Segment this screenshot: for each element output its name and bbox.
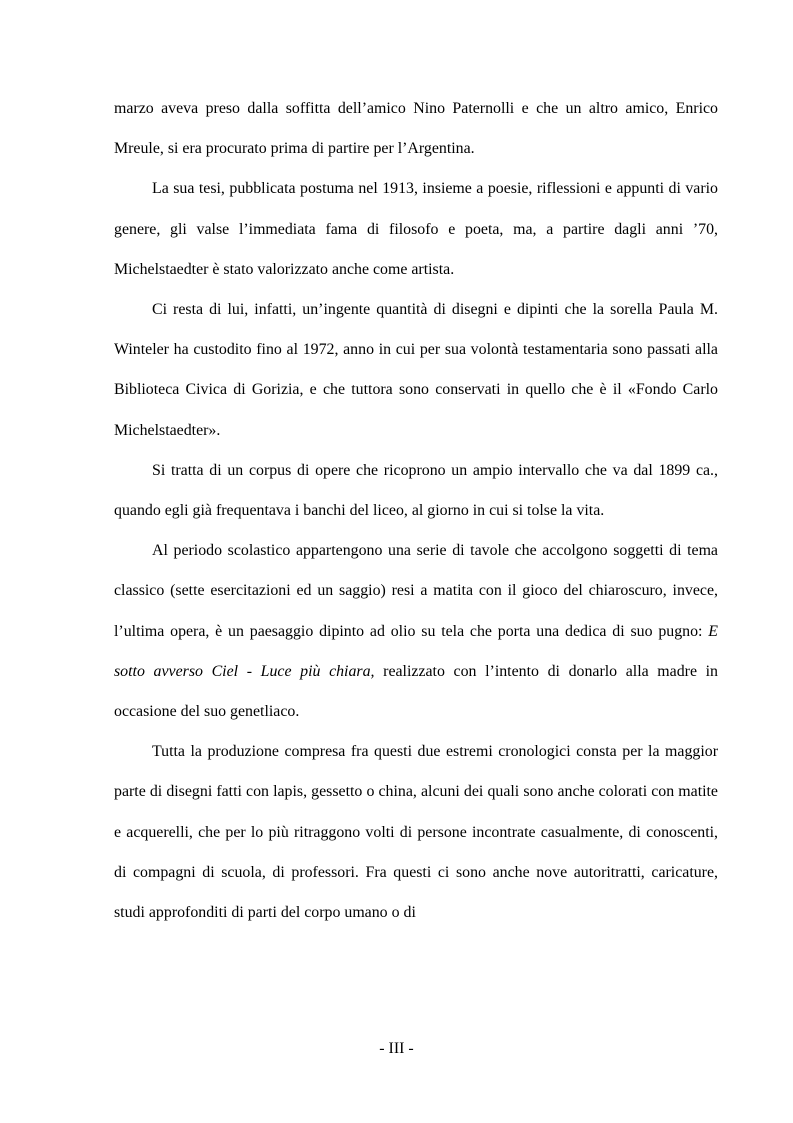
paragraph-6: Tutta la produzione compresa fra questi due estremi cronologici consta per la maggior parte di disegni fatti con lapis, gessetto o china, alcuni dei quali sono anche colorati con matite e acquerelli, che per lo più ritraggono volti di persone incontrate casualmente, di conoscenti, di compagni di scuola, di professori. Fra questi ci sono anche nove autoritratti, caricature, studi approfonditi di parti del corpo umano o di <box>114 743 718 922</box>
body-text <box>114 89 718 933</box>
paragraph-4: Si tratta di un corpus di opere che ricoprono un ampio intervallo che va dal 1899 ca., quando egli già frequentava i banchi del liceo, al giorno in cui si tolse la vita. <box>114 461 718 520</box>
paragraph-2: La sua tesi, pubblicata postuma nel 1913, insieme a poesie, riflessioni e appunti di vario genere, gli valse l’immediata fama di filosofo e poeta, ma, a partire dagli anni ’70, Michelstaedter è stato valorizzato anche come artista. <box>114 180 718 278</box>
paragraph-3: Ci resta di lui, infatti, un’ingente quantità di disegni e dipinti che la sorella Paula M. Winteler ha custodito fino al 1972, anno in cui per sua volontà testamentaria sono passati alla Biblioteca Civica di Gorizia, e che tuttora sono conservati in quello che è il «Fondo Carlo Michelstaedter». <box>114 301 718 439</box>
dedication-quote: E sotto avverso Ciel - Luce più chiara, <box>114 622 718 680</box>
paragraph-5 <box>114 531 718 732</box>
paragraph-1: marzo aveva preso dalla soffitta dell’amico Nino Paternolli e che un altro amico, Enrico Mreule, si era procurato prima di partire per l’Argentina. <box>114 100 718 158</box>
paragraph-5-text-before: Al periodo scolastico appartengono una serie di tavole che accolgono soggetti di tema classico (sette esercitazioni ed un saggio) resi a matita con il gioco del chiaroscuro, invece, l’ultima opera, è un paesaggio dipinto ad olio su tela che porta una dedica di suo pugno: <box>114 542 718 640</box>
paragraph-5-text-after: realizzato con l’intento di donarlo alla madre in occasione del suo genetliaco. <box>114 662 718 721</box>
page-number: - III - <box>379 1040 414 1057</box>
